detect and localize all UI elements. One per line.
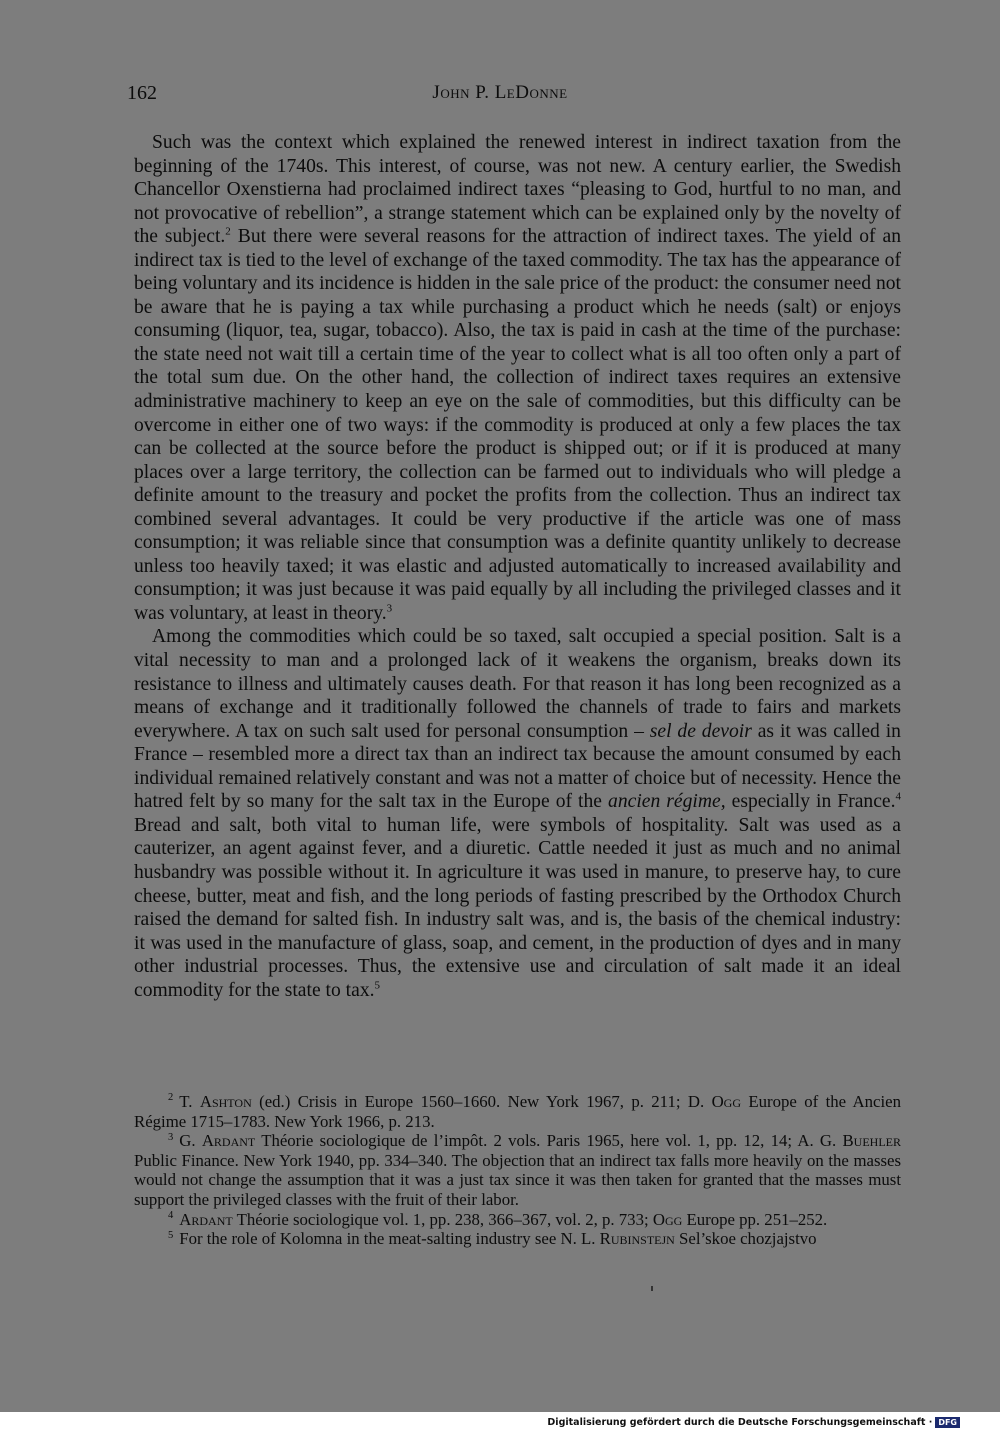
running-head: John P. LeDonne [432, 82, 568, 103]
text-run: G. [179, 1131, 202, 1151]
footnote-mark: 3 [168, 1131, 174, 1143]
text-run: T. [179, 1092, 200, 1111]
footnote-ref: 5 [374, 979, 381, 992]
text-run: Théorie sociologique de l’impôt. 2 vols. Paris 1965, here vol. 1, pp. 12, 14; A. G. [255, 1131, 843, 1151]
footnote-ref: 2 [225, 225, 231, 238]
text-run: Sel’skoe chozjajstvo [674, 1229, 817, 1249]
scan-speck [651, 1286, 653, 1291]
text-run: as it was called in France – resembled more a direct tax than an indirect tax because the amount consumed by each individual remained relatively constant and was not a matter of choice but of necessity. Hence the hatred felt by so many for the salt tax in the Europe of the [134, 720, 901, 813]
text-run: For the role of Kolomna in the meat-salting industry see N. L. [179, 1229, 600, 1249]
author-name: Buehler [842, 1131, 901, 1151]
author-name: Ardant [201, 1131, 256, 1151]
footnote-mark: 4 [168, 1209, 174, 1221]
text-run: Such was the context which explained the renewed interest in indirect taxation from the beginning of the 1740s. This interest, of course, was not new. A century earlier, the Swedish Chancellor Oxenstierna had proclaimed indirect taxes “pleasing to God, hurtful to no man, and not provocative of rebellion”, a strange statement which can be explained only by the novelty of the subject. [134, 132, 901, 248]
body-text [134, 131, 901, 1002]
footnote-mark: 5 [168, 1229, 174, 1241]
author-name: Ashton [199, 1092, 252, 1111]
footnotes [134, 1092, 901, 1249]
page-number: 162 [127, 82, 157, 104]
text-run: But there were several reasons for the attraction of indirect taxes. The yield of an indirect tax is tied to the level of exchange of the taxed commodity. The tax has the appearance of being voluntary and its incidence is hidden in the sale price of the product: the consumer need not be aware that he is paying a tax while purchasing a product which he needs (salt) or enjoys consuming (liquor, tea, sugar, tobacco). Also, the tax is paid in cash at the time of the purchase: the state need not wait till a certain time of the year to collect what is all too often only a part of the total sum due. On the other hand, the collection of indirect taxes requires an extensive administrative machinery to keep an eye on the sale of commodities, but this difficulty can be overcome in either one of two ways: if the commodity is produced at only a few places the tax can be collected at the source before the product is shipped out; or if it is produced at many places over a large territory, the collection can be farmed out to individuals who will pledge a definite amount to the treasury and pocket the profits from the collection. Thus an indirect tax combined several advantages. It could be very productive if the article was one of mass consumption; it was reliable since that consumption was a definite quantity unlikely to decrease unless too heavily taxed; it was elastic and adjusted automatically to increased availability and consumption; it was just because it was paid equally by all including the privileged classes and it was voluntary, at least in theory. [134, 226, 902, 624]
footnote [134, 1210, 901, 1230]
text-run: Europe pp. 251–252. [682, 1209, 828, 1229]
footnote [134, 1229, 901, 1249]
italic-phrase: sel de devoir [649, 720, 752, 742]
text-run: Europe of the Ancien Régime 1715–1783. New York 1966, p. 213. [134, 1092, 901, 1131]
text-run: Bread and salt, both vital to human life, were symbols of hospitality. Salt was used as a cauterizer, an agent against fever, and a diuretic. Cattle needed it just as much and no animal husbandry was possible without it. In agriculture it was used in manure, to preserve hay, to cure cheese, butter, meat and fish, and the long periods of fasting prescribed by the Orthodox Church raised the demand for salted fish. In industry salt was, and is, the basis of the chemical industry: it was used in the manufacture of glass, soap, and cement, in the production of dyes and in many other industrial processes. Thus, the extensive use and circulation of salt made it an ideal commodity for the state to tax. [134, 814, 901, 1001]
italic-phrase: ancien régime, [608, 791, 726, 813]
author-name: Ogg [652, 1209, 683, 1229]
footnote-mark: 2 [168, 1092, 174, 1104]
dfg-logo: DFG [935, 1417, 960, 1428]
author-name: Rubinstejn [599, 1229, 675, 1249]
text-run: (ed.) Crisis in Europe 1560–1660. New York 1967, p. 211; D. [251, 1092, 712, 1111]
text-run: Among the commodities which could be so taxed, salt occupied a special position. Salt is a vital necessity to man and a prolonged lack of it weakens the organism, breaks down its resistance to illness and ultimately causes death. For that reason it has long been recognized as a means of exchange and it traditionally followed the channels of trade to fairs and markets everywhere. A tax on such salt used for personal consumption – [134, 626, 901, 742]
text-run: especially in France. [725, 791, 896, 813]
author-name: Ogg [711, 1092, 742, 1111]
text-run: Théorie sociologique vol. 1, pp. 238, 366–367, vol. 2, p. 733; [232, 1209, 653, 1229]
author-name: Ardant [179, 1209, 233, 1229]
text-run: Public Finance. New York 1940, pp. 334–340. The objection that an indirect tax falls more heavily on the masses would not change the assumption that it was a just tax since it was then taken for granted that the masses must support the privileged classes with the fruit of their labor. [134, 1150, 901, 1209]
footnote-ref: 3 [386, 602, 393, 615]
credit-text: Digitalisierung gefördert durch die Deutsche Forschungsgemeinschaft · [547, 1417, 933, 1428]
footnote-ref: 4 [895, 790, 902, 803]
footnote [134, 1092, 901, 1131]
paragraph [134, 131, 901, 625]
digitization-credit [547, 1417, 960, 1428]
paragraph [134, 625, 901, 1002]
footnote [134, 1131, 901, 1209]
